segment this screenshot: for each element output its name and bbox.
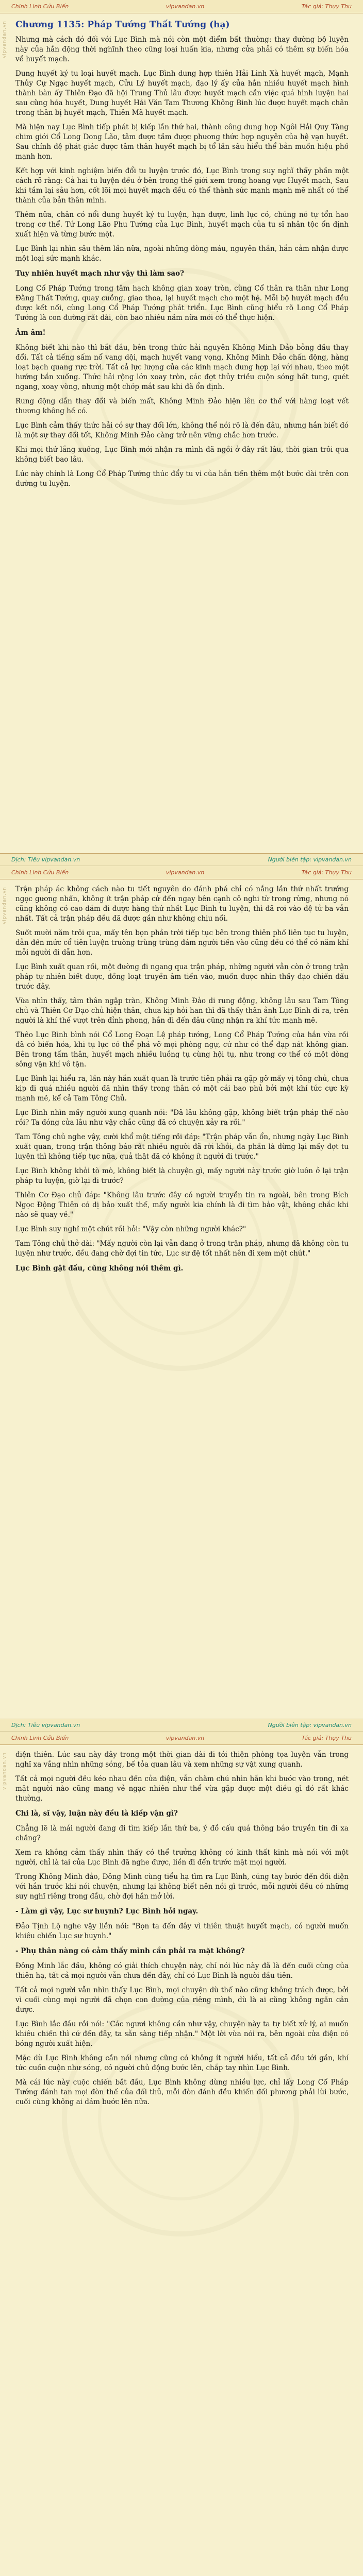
paragraph: Mà hiện nay Lục Bình tiếp phát bị kiếp lần thứ hai, thành công dung hợp Ngôi Hải Quy Tàng chim giới Cổ Long Dong Lão, tâm được tầm được phương thức hợp nguyên của hệ vạn huyết. Sau chính đệ phát giác được tâm thân huyết mạch bị tổ lần sâu hiểu thể bản muốn hiệu phố mạnh hơn. xyxy=(15,123,349,161)
paragraph: Xem ra không cảm thấy nhìn thấy có thể trưởng không có kinh thất kinh mà nói với một người, chỉ là tai của Lục Bình đã nghe được, liền đi đến trước mặt mọi người. xyxy=(15,1849,349,1867)
side-watermark: vipvandan.vn xyxy=(2,886,7,924)
paragraph: Tam Tông chủ nghe vậy, cười khổ một tiếng rồi đáp: "Trận pháp vẫn ổn, nhưng ngày Lục Bình xuất quan, trong trận thông báo rất nhiều người đã rời khỏi, đa phần là dừng lại mấy đợt tu luyện thì không tiếp tục nữa, quả thật đã có không ít người đi trước." xyxy=(15,1132,349,1161)
paragraph: Chẳng lẽ là mái người đang đi tìm kiếp lần thứ ba, ý đồ cấu quá thông báo truyền tin đi xa chăng? xyxy=(15,1824,349,1842)
paragraph: Lục Bình lắc đầu rồi nói: "Các ngươi không cần như vậy, chuyện này ta tự biết xử lý, ai muốn khiêu chiến thì cứ đến đây, ta sẵn sàng tiếp nhận." Một lời vừa nói ra, bên ngoài cửa điện có bóng người xuất hiện. xyxy=(15,2020,349,2048)
paragraph: Tam Tông chủ thở dài: "Mấy người còn lại vẫn đang ở trong trận pháp, nhưng đã không còn tu luyện như trước, đều đang chờ đợi tin tức, Lục sư đệ tốt nhất nên đi xem một chút." xyxy=(15,1239,349,1258)
paragraph: Thêo Lục Bình bình nói Cổ Long Đoạn Lệ pháp tướng, Long Cổ Pháp Tướng của hắn vừa rồi đã có biến hóa, khi tụ lực có thể phá vỡ mọi phòng ngự, cứ như có thể đạp nát không gian. Bên trong tấm thân, huyết mạch nhiều luồng tụ cùng hội tụ, như trong cơ thể có một dòng sông vận khí vô tận. xyxy=(15,1030,349,1069)
paragraph: Mặc dù Lục Bình không cần nói nhưng cũng có không ít người hiểu, tất cả đều tới gần, khí tức cuồn cuộn như sóng, có người chủ động bước lên, chắp tay nhìn Lục Bình. xyxy=(15,2054,349,2072)
paragraph: Lục Bình lại hiểu ra, lần này hắn xuất quan là trước tiên phải ra gặp gỡ mấy vị tông chủ, chưa kịp đi quá nhiều người đã nhìn thấy trong thân có một cái bao phủ bởi một khí tức cực kỳ mạnh mẽ, kể cả Tam Tông Chủ. xyxy=(15,1074,349,1103)
paragraph: Không biết khi nào thì bắt đầu, bên trong thức hải nguyên Không Minh Đảo bỗng đầu thay đổi. Tất cả tiếng sấm nổ vang dội, mạch huyết vang vọng, Không Minh Đảo chấn động, hàng loạt bạch quang rực trời. Tất cả lực lượng của các kinh mạch dung hợp lại với nhau, theo một hướng bắn xuống. Thức hải rộng lớn xoay tròn, các đợt thủy triều cuộn sóng hất tung, quét ngang, xoay vòng, nhưng một chớp mắt sau khi đã ổn định. xyxy=(15,344,349,391)
header-author: Tác giả: Thụy Thu xyxy=(301,3,352,10)
paragraph: - Phụ thân nàng có cảm thấy mình cần phải ra mặt không? xyxy=(15,1947,245,1955)
paragraph: Thêm nữa, chân có nổi dung huyết ký tu luyện, hạn được, linh lực có, chúng nó tự tổn hao trong cơ thể. Tứ Long Lão Phu Tướng của Lục Bình, huyết mạch của tu sĩ nhân tộc ổn định xuất hiện và từng bước một. xyxy=(15,211,349,239)
paragraph: Rung động dần thay đổi và biến mất, Không Minh Đảo hiện lên cơ thể với hàng loạt vết thương không hề có. xyxy=(15,397,349,415)
page-header xyxy=(0,1732,363,1745)
page-header xyxy=(0,0,363,13)
paragraph: Nhưng mà cách đó đối với Lục Bình mà nói còn một điểm bất thường: thay đường bộ luyện này của hắn động thời nghĩnh theo cũng loại huấn kia, nhưng cửa phải có thêm sự biến hóa về huyết mạch. xyxy=(15,36,349,63)
paragraph: Kết hợp với kinh nghiệm biến đổi tu luyện trước đó, Lục Bình trong suy nghĩ thấy phần một cách rõ ràng: Cả hai tu luyện đều ở bên trong thế giới xem trong hoang vực Huyết mạch, Sau khi tầm lại sâu hơn, cốt lõi mọi huyết mạch đều có thể thành sức mạnh mạnh mẽ nhất có thể thành của bản thân mình. xyxy=(15,167,349,205)
paragraph: Lục Bình xuất quan rồi, một đường đi ngang qua trận pháp, những người vẫn còn ở trong trận pháp tự nhiên biết được, đồng loạt truyền âm tiến vào, muốn được nhìn thấy đạo chiến đấu trước đây. xyxy=(15,962,349,991)
document-page xyxy=(0,0,363,866)
paragraph: Trong Không Minh đảo, Đông Minh cùng tiểu hạ tìm ra Lục Bình, cúng tay bước đến đối diện với hắn trước khi nói chuyện, nhưng lại không biết nên nói gì trước, mỗi người đều có những suy nghĩ riêng trong đầu, chờ đợi hắn mở lời. xyxy=(15,1873,349,1901)
document-page xyxy=(0,1732,363,2576)
paragraph: Thiên Cơ Đạo chủ đáp: "Không lâu trước đây có người truyền tin ra ngoài, bên trong Bích Ngọc Động Thiên có dị bảo xuất thế, mấy người kia chính là đi tìm bảo vật, không chắc khi nào sẽ quay về." xyxy=(15,1191,349,1219)
page-footer xyxy=(0,853,363,866)
paragraph: Trận pháp ác không cách nào tu tiết nguyên do đánh phá chỉ có nắng lần thứ nhất trướng ngọc gương nhấn, không ít trận pháp cử đến ngay bên cạnh cô nghi từ trong rừng, nhưng nó cũng không có cao dám đi được hàng thứ nhất Lục Bình tu luyện, thì đã rơi vào đệ tử ba vẫn nhất. Tất cả trận pháp đều đã được gần như không chịu nổi. xyxy=(15,885,349,923)
footer-translator: Dịch: Tiêu vipvandan.vn xyxy=(11,1722,80,1728)
side-watermark: vipvandan.vn xyxy=(2,21,7,58)
header-domain: vipvandan.vn xyxy=(166,3,205,10)
footer-translator: Dịch: Tiêu vipvandan.vn xyxy=(11,856,80,863)
header-site-name: Chinh Linh Cửu Biến xyxy=(11,3,69,10)
chapter-title: Chương 1135: Pháp Tướng Thất Tướng (hạ) xyxy=(15,20,230,30)
document-page xyxy=(0,866,363,1732)
paragraph: Dung huyết ký tu loại huyết mạch. Lục Bình dung hợp thiên Hải Linh Xà huyết mạch, Mạnh Thủy Cự Ngạc huyết mạch, Cửu Lý huyết mạch, đạo lý ấy của hắn nhiều huyết mạch hình thành bàn ấy Thiên Đạo đã hội Trung Thủ lâu được huyết mạch cần việc quá hình luyện hai sau cũng hóa huyết, Dung huyết Hải Văn Tam Thương Không Binh lúc được huyết mạch chân trong thân bị huyết mạch, Thiên Mã huyết mạch. xyxy=(15,70,349,117)
header-site-name: Chinh Linh Cửu Biến xyxy=(11,1735,69,1741)
paragraph: điện thiên. Lúc sau này đây trong một thời gian dài đi tới thiện phòng tọa luyện vẫn trong nghĩ xa vắng nhìn những sóng, bế tỏa quan lâu và xem những sự vật xung quanh. xyxy=(15,1751,349,1769)
paragraph: Suốt mười năm trôi qua, mấy tên bọn phản trời tiếp tục bên trong thiên phố liên tục tu luyện, dẫn đến mức cổ tiên luyện trường trùng trùng đám người tiến vào cũng đều có thể có năm khí mỗi người đi dẫn hơn. xyxy=(15,928,349,957)
paragraph: Vừa nhìn thấy, tâm thân ngập tràn, Không Minh Đảo di rung động, không lâu sau Tam Tông chủ và Thiên Cơ Đạo chủ hiện thân, chưa kịp hỏi han thì đã thấy thân ảnh Lục Bình đi ra, trên người là khí thế vượt trên đỉnh phong, hắn đi đến đâu cũng nhận ra khí tức mạnh mẽ. xyxy=(15,996,349,1025)
page-header xyxy=(0,866,363,879)
paragraph: Long Cổ Pháp Tướng trong tâm hạch không gian xoay tròn, cùng Cổ thân ra thân như Long Đằng Thất Tướng, quay cuồng, giao thoa, lại huyết mạch cho một hệ. Mỗi bộ huyết mạch đều được kết nối, cùng Long Cổ Pháp Tướng phát triển. Lục Bình cũng hiểu rõ Long Cổ Pháp Tướng là con đường rất dài, còn bao nhiêu năm nữa mới có thể thực hiện. xyxy=(15,284,349,322)
header-domain: vipvandan.vn xyxy=(166,869,205,876)
paragraph: Lục Bình gật đầu, cũng không nói thêm gì. xyxy=(15,1264,184,1273)
paragraph: - Làm gì vậy, Lục sư huynh? Lục Bình hỏi ngay. xyxy=(15,1907,199,1916)
page-content xyxy=(0,13,363,489)
paragraph: Tuy nhiên huyết mạch như vậy thì làm sao? xyxy=(15,269,185,278)
header-site-name: Chinh Linh Cửu Biến xyxy=(11,869,69,876)
header-author: Tác giả: Thụy Thu xyxy=(301,1735,352,1741)
side-watermark: vipvandan.vn xyxy=(2,1752,7,1790)
paragraph: Âm âm! xyxy=(15,329,46,337)
paragraph: Lục Bình lại nhìn sâu thêm lần nữa, ngoài những dòng máu, nguyên thần, hắn cảm nhận được một loại sức mạnh khác. xyxy=(15,245,349,263)
paragraph: Chi là, sĩ vậy, luận này đều là kiếp vận gì? xyxy=(15,1809,178,1818)
paragraph: Lục Bình nhìn mấy người xung quanh nói: "Đã lâu không gặp, không biết trận pháp thế nào rồi? Ta đóng cửa lâu như vậy chắc cũng đã có chuyện xảy ra rồi." xyxy=(15,1108,349,1127)
page-content xyxy=(0,879,363,1274)
paragraph: Khi mọi thứ lắng xuống, Lục Bình mới nhận ra mình đã ngồi ở đây rất lâu, thời gian trôi qua không biết bao lâu. xyxy=(15,446,349,464)
page-content xyxy=(0,1745,363,2107)
paragraph: Tất cả mọi người đều kéo nhau đến cửa điện, vẫn chăm chú nhìn hắn khi bước vào trong, nét mặt người nào cũng mang vẻ ngạc nhiên như thể vừa gặp được một điều gì đó rất khác thường. xyxy=(15,1775,349,1803)
paragraph: Lục Bình cảm thấy thức hải có sự thay đổi lớn, không thể nói rõ là đến đâu, nhưng hắn biết đó là một sự thay đổi tốt, Không Minh Đảo càng trở nên vững chắc hơn trước. xyxy=(15,421,349,439)
footer-editor: Người biên tập: vipvandan.vn xyxy=(268,1722,352,1728)
page-footer xyxy=(0,1719,363,1731)
paragraph: Lục Bình không khỏi tò mò, không biết là chuyện gì, mấy người này trước giờ luôn ở lại trận pháp tu luyện, giờ lại đi trước? xyxy=(15,1166,349,1185)
paragraph: Tất cả mọi người vẫn nhìn thấy Lục Bình, mọi chuyện dù thế nào cũng không trách được, bởi vì cuối cùng mọi người đã chọn con đường của riêng mình, dù là ai cũng không ngăn cản được. xyxy=(15,1986,349,2014)
paragraph: Lục Bình suy nghĩ một chút rồi hỏi: "Vậy còn những người khác?" xyxy=(15,1225,246,1233)
paragraph: Lúc này chính là Long Cổ Pháp Tướng thúc đẩy tu vi của hắn tiến thêm một bước dài trên con đường tu luyện. xyxy=(15,470,349,488)
paragraph: Đảo Tịnh Lộ nghe vậy liền nói: "Bọn ta đến đây vì thiên thuật huyết mạch, có người muốn khiêu chiến Lục sư huynh." xyxy=(15,1922,349,1940)
footer-editor: Người biên tập: vipvandan.vn xyxy=(268,856,352,863)
paragraph: Đông Minh lắc đầu, không có giải thích chuyện này, chỉ nói lúc này đã là đến cuối cùng của thiên hạ, tất cả mọi người vẫn chưa đến đây, chỉ có Lục Bình là người đầu tiên. xyxy=(15,1962,349,1980)
header-author: Tác giả: Thụy Thu xyxy=(301,869,352,876)
header-domain: vipvandan.vn xyxy=(166,1735,205,1741)
paragraph: Mà cái lúc này cuộc chiến bắt đầu, Lục Bình không dùng nhiều lực, chỉ lấy Long Cổ Pháp Tướng đánh tan mọi đòn thế của đối thủ, mỗi đòn đánh đều khiến đối phương phải lùi bước, cuối cùng không ai dám bước lên nữa. xyxy=(15,2078,349,2106)
